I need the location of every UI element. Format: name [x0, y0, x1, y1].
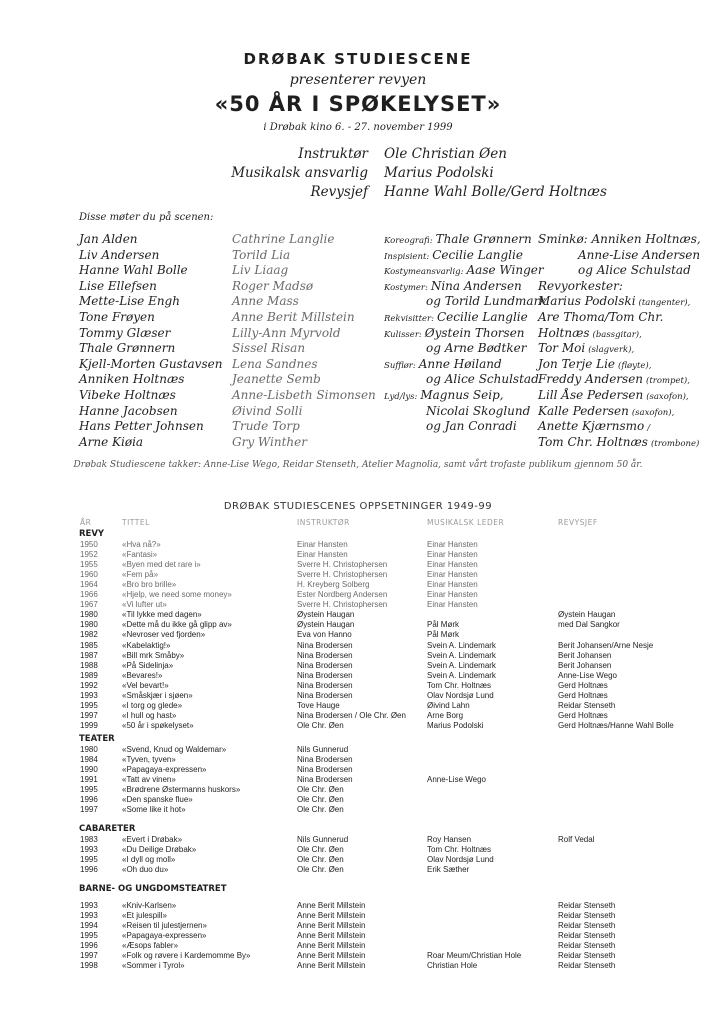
section-heading: BARNE- OG UNGDOMSTEATRET [79, 884, 227, 894]
production-music: Erik Sæther [427, 865, 470, 875]
production-title: «Æsops fabler» [122, 941, 179, 951]
production-revue: Reidar Stenseth [558, 921, 616, 931]
production-title: «Papagaya-expressen» [122, 765, 207, 775]
production-music: Anne-Lise Wego [427, 775, 486, 785]
band-member: Anne-Lise Andersen [578, 247, 701, 262]
production-revue: med Dal Sangkor [558, 620, 620, 630]
section-heading: TEATER [79, 734, 115, 744]
production-music: Pål Mørk [427, 630, 459, 640]
crew-name: og Alice Schulstad [426, 372, 539, 387]
production-director: Anne Berit Millstein [297, 901, 366, 910]
production-director: Ole Chr. Øen [297, 805, 344, 815]
production-title: «Bevares!» [122, 670, 163, 680]
instrument-note: (trompet), [646, 376, 690, 387]
production-title: «I dyll og moll» [122, 855, 176, 865]
cast-member: Sissel Risan [232, 341, 306, 356]
production-year: 1983 [80, 835, 98, 844]
production-music: Svein A. Lindemark [427, 670, 496, 680]
show-title: «50 ÅR I SPØKELYSET» [214, 92, 502, 116]
production-year: 1996 [80, 941, 98, 951]
instrument-note: / [647, 423, 651, 434]
cast-member: Thale Grønnern [79, 341, 176, 356]
cast-member: Hanne Wahl Bolle [79, 263, 188, 278]
production-director: Ole Chr. Øen [297, 865, 344, 875]
production-title: «Papagaya-expressen» [122, 931, 207, 941]
cast-member: Anne Mass [232, 294, 299, 309]
production-title: «Vel bevart!» [122, 680, 169, 690]
production-year: 1999 [80, 720, 98, 730]
production-director: Nils Gunnerud [297, 835, 349, 844]
production-year: 1960 [80, 570, 98, 580]
band-member: Sminkø: Anniken Holtnæs, [538, 232, 701, 246]
production-director: Nina Brodersen [297, 775, 353, 785]
production-director: Nina Brodersen [297, 765, 353, 775]
production-music: Einar Hansten [427, 550, 478, 560]
production-title: «Den spanske flue» [122, 795, 193, 805]
production-title: «Sommer i Tyrol» [122, 961, 185, 971]
column-header-music: MUSIKALSK LEDER [427, 518, 505, 527]
production-music: Øivind Lahn [427, 700, 470, 710]
production-music: Svein A. Lindemark [427, 640, 496, 650]
band-member: Revyorkester: [538, 278, 623, 293]
production-music: Svein A. Lindemark [427, 660, 496, 670]
production-director: Anne Berit Millstein [297, 961, 366, 971]
production-year: 1997 [80, 951, 98, 961]
production-director: Nina Brodersen [297, 680, 353, 690]
column-header-year: ÅR [80, 518, 92, 527]
column-header-revue: REVYSJEF [558, 518, 598, 527]
production-title: «Brødrene Østermanns huskors» [122, 785, 241, 795]
production-director: Ole Chr. Øen [297, 795, 344, 805]
date-line: i Drøbak kino 6. - 27. november 1999 [263, 122, 453, 133]
crew-entry [384, 294, 547, 308]
cast-member: Liv Liaag [232, 263, 289, 278]
organization-title: DRØBAK STUDIESCENE [243, 50, 473, 68]
production-revue: Berit Johansen/Arne Nesje [558, 640, 654, 650]
instrument-note: (saxofon), [631, 407, 675, 418]
cast-member: Mette-Lise Engh [79, 294, 180, 309]
cast-member: Jan Alden [79, 232, 138, 246]
production-music: Tom Chr. Holtnæs [427, 845, 492, 855]
band-member: Freddy Andersen [538, 372, 644, 387]
production-year: 1995 [80, 785, 98, 795]
instrument-note: (trombone) [650, 438, 700, 449]
band-member: Tom Chr. Holtnæs [538, 434, 648, 449]
production-year: 1991 [80, 775, 98, 785]
band-entry [538, 372, 690, 386]
production-year: 1955 [80, 560, 98, 570]
production-title: «I torg og glede» [122, 700, 183, 710]
production-music: Olav Nordsjø Lund [427, 855, 494, 865]
production-year: 1987 [80, 650, 98, 660]
production-director: Anne Berit Millstein [297, 941, 366, 951]
production-title: «I hull og hast» [122, 710, 177, 720]
production-music: Svein A. Lindemark [427, 650, 496, 660]
production-music: Einar Hansten [427, 590, 478, 600]
instrument-note: (saxofon), [646, 392, 689, 402]
production-title: «Kniv-Karlsen» [122, 901, 177, 910]
production-revue: Reidar Stenseth [558, 911, 616, 921]
cast-member: Anniken Holtnæs [79, 372, 185, 387]
production-music: Pål Mørk [427, 620, 459, 630]
production-director: Nina Brodersen [297, 755, 353, 765]
production-year: 1996 [80, 865, 98, 875]
production-title: «Fem på» [122, 570, 159, 580]
production-director: Nina Brodersen [297, 670, 353, 680]
production-year: 1994 [80, 921, 98, 931]
production-year: 1993 [80, 901, 98, 910]
production-year: 1993 [80, 690, 98, 700]
crew-entry [384, 326, 525, 340]
thanks-line: Drøbak Studiescene takker: Anne-Lise Wego, Reidar Stenseth, Atelier Magnolia, samt vårt trofaste publikum gjennom 50 år. [73, 460, 643, 470]
crew-name: og Jan Conradi [426, 419, 517, 434]
crew-role-label: Inspisient: [384, 251, 430, 262]
production-music: Tom Chr. Holtnæs [427, 680, 492, 690]
production-title: «På Sidelinja» [122, 660, 174, 670]
cast-member: Cathrine Langlie [232, 232, 335, 246]
productions-title: DRØBAK STUDIESCENES OPPSETNINGER 1949-99 [223, 501, 493, 512]
production-director: Tove Hauge [297, 700, 340, 710]
band-entry [538, 294, 690, 308]
cast-member: Lena Sandnes [232, 356, 318, 371]
crew-entry [384, 279, 522, 293]
production-year: 1998 [80, 961, 98, 971]
cast-member: Liv Andersen [79, 247, 160, 262]
crew-entry [384, 232, 532, 246]
band-member: Tor Moi [538, 341, 586, 356]
production-director: Nina Brodersen [297, 650, 353, 660]
section-heading: CABARETER [79, 824, 136, 834]
crew-role-label: Kulisser: [384, 329, 422, 340]
production-title: «Bill mrk Småby» [122, 650, 185, 660]
section-heading: REVY [79, 529, 105, 539]
production-year: 1995 [80, 931, 98, 941]
band-entry [538, 435, 699, 449]
cast-member: Anne Berit Millstein [232, 310, 355, 324]
crew-entry [384, 357, 502, 371]
crew-name: Nicolai Skoglund [426, 403, 531, 418]
production-title: «Oh duo du» [122, 865, 169, 875]
band-entry [538, 341, 634, 355]
production-director: Sverre H. Christophersen [297, 560, 388, 570]
production-year: 1995 [80, 855, 98, 865]
credit-role: Musikalsk ansvarlig [231, 165, 368, 181]
band-member: og Alice Schulstad [578, 263, 691, 278]
production-director: Nils Gunnerud [297, 745, 349, 754]
production-title: «Svend, Knud og Waldemar» [122, 745, 227, 754]
production-year: 1989 [80, 670, 98, 680]
production-director: H. Kreyberg Solberg [297, 580, 370, 590]
production-director: Ole Chr. Øen [297, 845, 344, 855]
production-revue: Gerd Holtnæs [558, 690, 608, 700]
production-director: Ole Chr. Øen [297, 855, 344, 865]
production-title: «Fantasi» [122, 550, 158, 560]
production-title: «Du Deilige Drøbak» [122, 845, 197, 855]
production-year: 1967 [80, 600, 98, 610]
production-title: «Tyven, tyven» [122, 755, 176, 765]
crew-entry [384, 310, 528, 324]
crew-name: Anne Høiland [418, 356, 502, 371]
crew-entry [384, 404, 530, 418]
production-title: «Bro bro brille» [122, 580, 177, 590]
column-header-director: INSTRUKTØR [297, 518, 350, 527]
cast-member: Øivind Solli [232, 403, 303, 418]
production-director: Anne Berit Millstein [297, 911, 366, 921]
production-music: Roar Meum/Christian Hole [427, 951, 522, 961]
production-revue: Reidar Stenseth [558, 901, 616, 910]
production-year: 1990 [80, 765, 98, 775]
production-revue: Anne-Lise Wego [558, 670, 617, 680]
band-member: Lill Åse Pedersen [538, 388, 644, 402]
production-title: «Evert i Drøbak» [122, 835, 183, 844]
production-revue: Gerd Holtnæs [558, 710, 608, 720]
production-music: Marius Podolski [427, 720, 484, 730]
band-entry [538, 326, 642, 340]
band-entry [538, 279, 626, 293]
crew-name: Thale Grønnern [435, 232, 532, 246]
credit-role: Revysjef [310, 184, 368, 200]
production-title: «Some like it hot» [122, 805, 186, 815]
production-director: Ole Chr. Øen [297, 720, 344, 730]
production-music: Roy Hansen [427, 835, 472, 844]
production-music: Einar Hansten [427, 580, 478, 590]
production-title: «Småskjær i sjøen» [122, 690, 193, 700]
production-title: «Folk og røvere i Kardemomme By» [122, 951, 251, 961]
crew-name: og Arne Bødtker [426, 341, 527, 356]
production-director: Eva von Hanno [297, 630, 352, 640]
production-year: 1980 [80, 745, 98, 754]
crew-role-label: Lyd/lys: [384, 392, 418, 402]
crew-role-label: Sufflør: [384, 360, 416, 371]
production-director: Ole Chr. Øen [297, 785, 344, 795]
production-music: Einar Hansten [427, 600, 478, 610]
band-entry [538, 404, 674, 418]
cast-member: Trude Torp [232, 419, 300, 434]
production-director: Anne Berit Millstein [297, 921, 366, 931]
production-revue: Rolf Vedal [558, 835, 595, 844]
crew-entry [384, 388, 504, 402]
crew-role-label: Kostymer: [384, 282, 428, 293]
production-year: 1988 [80, 660, 98, 670]
cast-member: Jeanette Semb [232, 372, 321, 387]
production-year: 1996 [80, 795, 98, 805]
production-director: Nina Brodersen [297, 690, 353, 700]
production-music: Einar Hansten [427, 540, 478, 549]
production-director: Einar Hansten [297, 540, 348, 549]
production-director: Øystein Haugan [297, 620, 355, 630]
production-revue: Berit Johansen [558, 660, 612, 670]
production-year: 1997 [80, 710, 98, 720]
production-director: Sverre H. Christophersen [297, 600, 388, 610]
instrument-note: (fløyte), [618, 360, 652, 371]
production-director: Einar Hansten [297, 550, 348, 560]
band-entry [538, 232, 704, 246]
crew-role-label: Kostymeansvarlig: [384, 267, 464, 278]
band-member: Marius Podolski [538, 294, 636, 309]
cast-member: Hanne Jacobsen [79, 403, 178, 418]
production-director: Sverre H. Christophersen [297, 570, 388, 580]
production-director: Anne Berit Millstein [297, 951, 366, 961]
column-header-title: TITTEL [122, 518, 150, 527]
production-year: 1966 [80, 590, 98, 600]
production-director: Anne Berit Millstein [297, 931, 366, 941]
production-director: Nina Brodersen [297, 640, 353, 650]
crew-name: Cecilie Langlie [432, 247, 523, 262]
production-music: Olav Nordsjø Lund [427, 690, 494, 700]
crew-name: Aase Winger [466, 263, 544, 278]
production-title: «Kabelaktig!» [122, 640, 171, 650]
cast-member: Kjell-Morten Gustavsen [79, 356, 223, 371]
cast-member: Tone Frøyen [79, 310, 155, 324]
cast-member: Hans Petter Johnsen [79, 419, 204, 434]
production-revue: Reidar Stenseth [558, 700, 616, 710]
production-title: «Til lykke med dagen» [122, 610, 202, 620]
band-member: Holtnæs [538, 325, 590, 340]
production-year: 1993 [80, 911, 98, 921]
cast-member: Torild Lia [232, 247, 291, 262]
band-entry [538, 388, 689, 402]
production-revue: Øystein Haugan [558, 610, 616, 620]
production-year: 1985 [80, 640, 98, 650]
crew-entry [384, 263, 544, 277]
credit-name: Ole Christian Øen [384, 146, 507, 162]
production-year: 1984 [80, 755, 98, 765]
band-entry [538, 357, 651, 371]
cast-member: Vibeke Holtnæs [79, 388, 176, 402]
production-year: 1952 [80, 550, 98, 560]
cast-member: Tommy Glæser [79, 325, 171, 340]
production-title: «Hjelp, we need some money» [122, 590, 232, 600]
production-title: «Nevroser ved fjorden» [122, 630, 206, 640]
production-title: «Et julespill» [122, 911, 167, 921]
crew-name: Øystein Thorsen [424, 325, 525, 340]
production-music: Einar Hansten [427, 570, 478, 580]
cast-member: Anne-Lisbeth Simonsen [232, 388, 376, 402]
production-director: Øystein Haugan [297, 610, 355, 620]
production-music: Christian Hole [427, 961, 478, 971]
cast-intro: Disse møter du på scenen: [79, 212, 214, 223]
cast-member: Lise Ellefsen [79, 278, 157, 293]
production-year: 1997 [80, 805, 98, 815]
cast-member: Gry Winther [232, 434, 307, 449]
production-year: 1982 [80, 630, 98, 640]
crew-entry [384, 419, 517, 433]
cast-member: Arne Kiøia [79, 434, 144, 449]
crew-role-label: Koreografi: [384, 236, 433, 246]
crew-name: Cecilie Langlie [436, 310, 528, 324]
production-title: «Dette må du ikke gå glipp av» [122, 620, 232, 630]
production-director: Nina Brodersen [297, 660, 353, 670]
production-revue: Reidar Stenseth [558, 951, 616, 961]
band-entry [538, 310, 666, 324]
production-year: 1980 [80, 610, 98, 620]
production-title: «50 år i spøkelyset» [122, 720, 194, 730]
production-revue: Gerd Holtnæs [558, 680, 608, 690]
production-title: «Byen med det rare i» [122, 560, 201, 570]
instrument-note: (bassgitar), [592, 329, 642, 340]
presents-line: presenterer revyen [289, 72, 427, 88]
crew-entry [384, 372, 539, 386]
instrument-note: (slagverk), [588, 345, 635, 356]
production-title: «Reisen til julestjernen» [122, 921, 207, 931]
production-year: 1950 [80, 540, 98, 549]
production-director: Ester Nordberg Andersen [297, 590, 388, 600]
band-member: Are Thoma/Tom Chr. [538, 310, 664, 324]
crew-name: Magnus Seip, [420, 388, 504, 402]
credit-name: Marius Podolski [384, 165, 494, 181]
band-member: Kalle Pedersen [538, 403, 629, 418]
crew-name: Nina Andersen [430, 278, 522, 293]
production-revue: Reidar Stenseth [558, 961, 616, 971]
crew-role-label: Rekvisitter: [384, 314, 434, 324]
cast-member: Lilly-Ann Myrvold [232, 325, 341, 340]
production-year: 1964 [80, 580, 98, 590]
production-year: 1993 [80, 845, 98, 855]
crew-entry [384, 341, 526, 355]
band-entry [538, 419, 650, 433]
production-revue: Reidar Stenseth [558, 941, 616, 951]
production-music: Einar Hansten [427, 560, 478, 570]
production-revue: Gerd Holtnæs/Hanne Wahl Bolle [558, 720, 674, 730]
production-revue: Berit Johansen [558, 650, 612, 660]
band-member: Anette Kjærnsmo [538, 419, 645, 434]
production-music: Arne Borg [427, 710, 464, 720]
crew-entry [384, 248, 523, 262]
production-year: 1980 [80, 620, 98, 630]
band-entry [538, 248, 703, 262]
production-title: «Tatt av vinen» [122, 775, 176, 785]
instrument-note: (tangenter), [638, 298, 691, 309]
production-revue: Reidar Stenseth [558, 931, 616, 941]
credit-name: Hanne Wahl Bolle/Gerd Holtnæs [384, 184, 607, 200]
production-year: 1995 [80, 700, 98, 710]
band-entry [538, 263, 694, 277]
production-director: Nina Brodersen / Ole Chr. Øen [297, 710, 406, 720]
credit-role: Instruktør [298, 146, 368, 162]
crew-name: og Torild Lundmark [426, 294, 547, 309]
cast-member: Roger Madsø [232, 278, 314, 293]
band-member: Jon Terje Lie [538, 356, 616, 371]
production-year: 1992 [80, 680, 98, 690]
production-title: «Vi lufter ut» [122, 600, 167, 610]
production-title: «Hva nå?» [122, 540, 161, 549]
